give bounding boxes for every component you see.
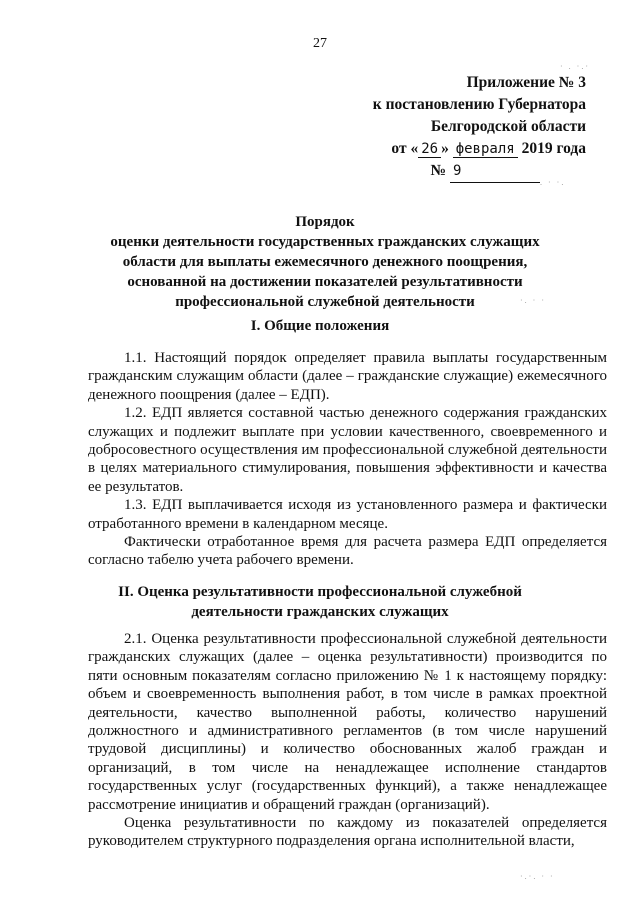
title-line-2: оценки деятельности государственных гражданских служащих <box>110 234 540 250</box>
paragraph-1-3-note: Фактически отработанное время для расчета размера ЕДП определяется согласно табелю учета рабочего времени. <box>88 534 607 569</box>
number-label: № <box>430 162 447 179</box>
paragraph-1-2: 1.2. ЕДП является составной частью денежного содержания гражданских служащих и подлежит выплате при условии качественного, своевременного и добросовестного осуществления им профессиональной служебной деятельности в целях материального стимулирования, повышения эффективности и качества ее результатов. <box>88 405 607 495</box>
date-mid: » <box>441 140 449 157</box>
paragraph-2-1-continued: Оценка результативности по каждому из показателей определяется руководителем структурного подразделения органа исполнительной власти, <box>88 815 607 850</box>
scan-speckle: . · ·. <box>540 178 566 187</box>
title-line-5: профессиональной служебной деятельности <box>175 294 475 310</box>
appendix-resolution: к постановлению Губернатора <box>372 96 586 113</box>
scan-speckle: · . ·.· <box>560 62 590 71</box>
section-1-body <box>88 349 607 570</box>
section-2-heading <box>60 582 580 622</box>
page-number: 27 <box>313 36 327 51</box>
appendix-title: Приложение № 3 <box>466 74 586 91</box>
number-value: 9 <box>450 160 540 183</box>
section-2-body <box>88 630 607 851</box>
scan-speckle: ·. · · <box>520 296 546 305</box>
title-line-1: Порядок <box>295 214 355 230</box>
title-line-3: области для выплаты ежемесячного денежного поощрения, <box>122 254 528 270</box>
paragraph-2-1: 2.1. Оценка результативности профессиональной служебной деятельности гражданских служащих (далее – оценка результативности) производится по пяти основным показателям согласно приложению № 1 к настоящему порядку: объем и своевременность выполнения работ, в том числе в рамках проектной деятельности, качество выполненной работы, количество нарушений должностного и административного регламентов (в том числе нарушений трудовой дисциплины) и количество обоснованных жалоб граждан и организаций, в том числе на ненадлежащее исполнение стандартов государственных услуг (государственных функций), а также ненадлежащее рассмотрение инициатив и обращений граждан (организаций). <box>88 631 607 813</box>
appendix-region: Белгородской области <box>430 118 586 135</box>
paragraph-1-3: 1.3. ЕДП выплачивается исходя из установленного размера и фактически отработанного времени в календарном месяце. <box>88 497 607 532</box>
section-1-heading: I. Общие положения <box>250 318 390 334</box>
date-day: 26 <box>418 141 441 158</box>
appendix-date <box>326 138 586 160</box>
section-2-heading-line-2: деятельности гражданских служащих <box>191 604 449 620</box>
date-year: 2019 года <box>521 140 586 157</box>
paragraph-1-1: 1.1. Настоящий порядок определяет правила выплаты государственным гражданским служащим области (далее – гражданские служащие) ежемесячного денежного поощрения (далее – ЕДП). <box>88 350 607 403</box>
appendix-block <box>326 72 586 183</box>
document-title <box>90 212 560 312</box>
section-2-heading-line-1: II. Оценка результативности профессиональной служебной <box>118 584 522 600</box>
date-prefix: от « <box>391 140 419 157</box>
title-line-4: основанной на достижении показателей результативности <box>127 274 523 290</box>
date-month: февраля <box>453 141 518 158</box>
scan-speckle: ·.·. · · <box>520 872 555 881</box>
